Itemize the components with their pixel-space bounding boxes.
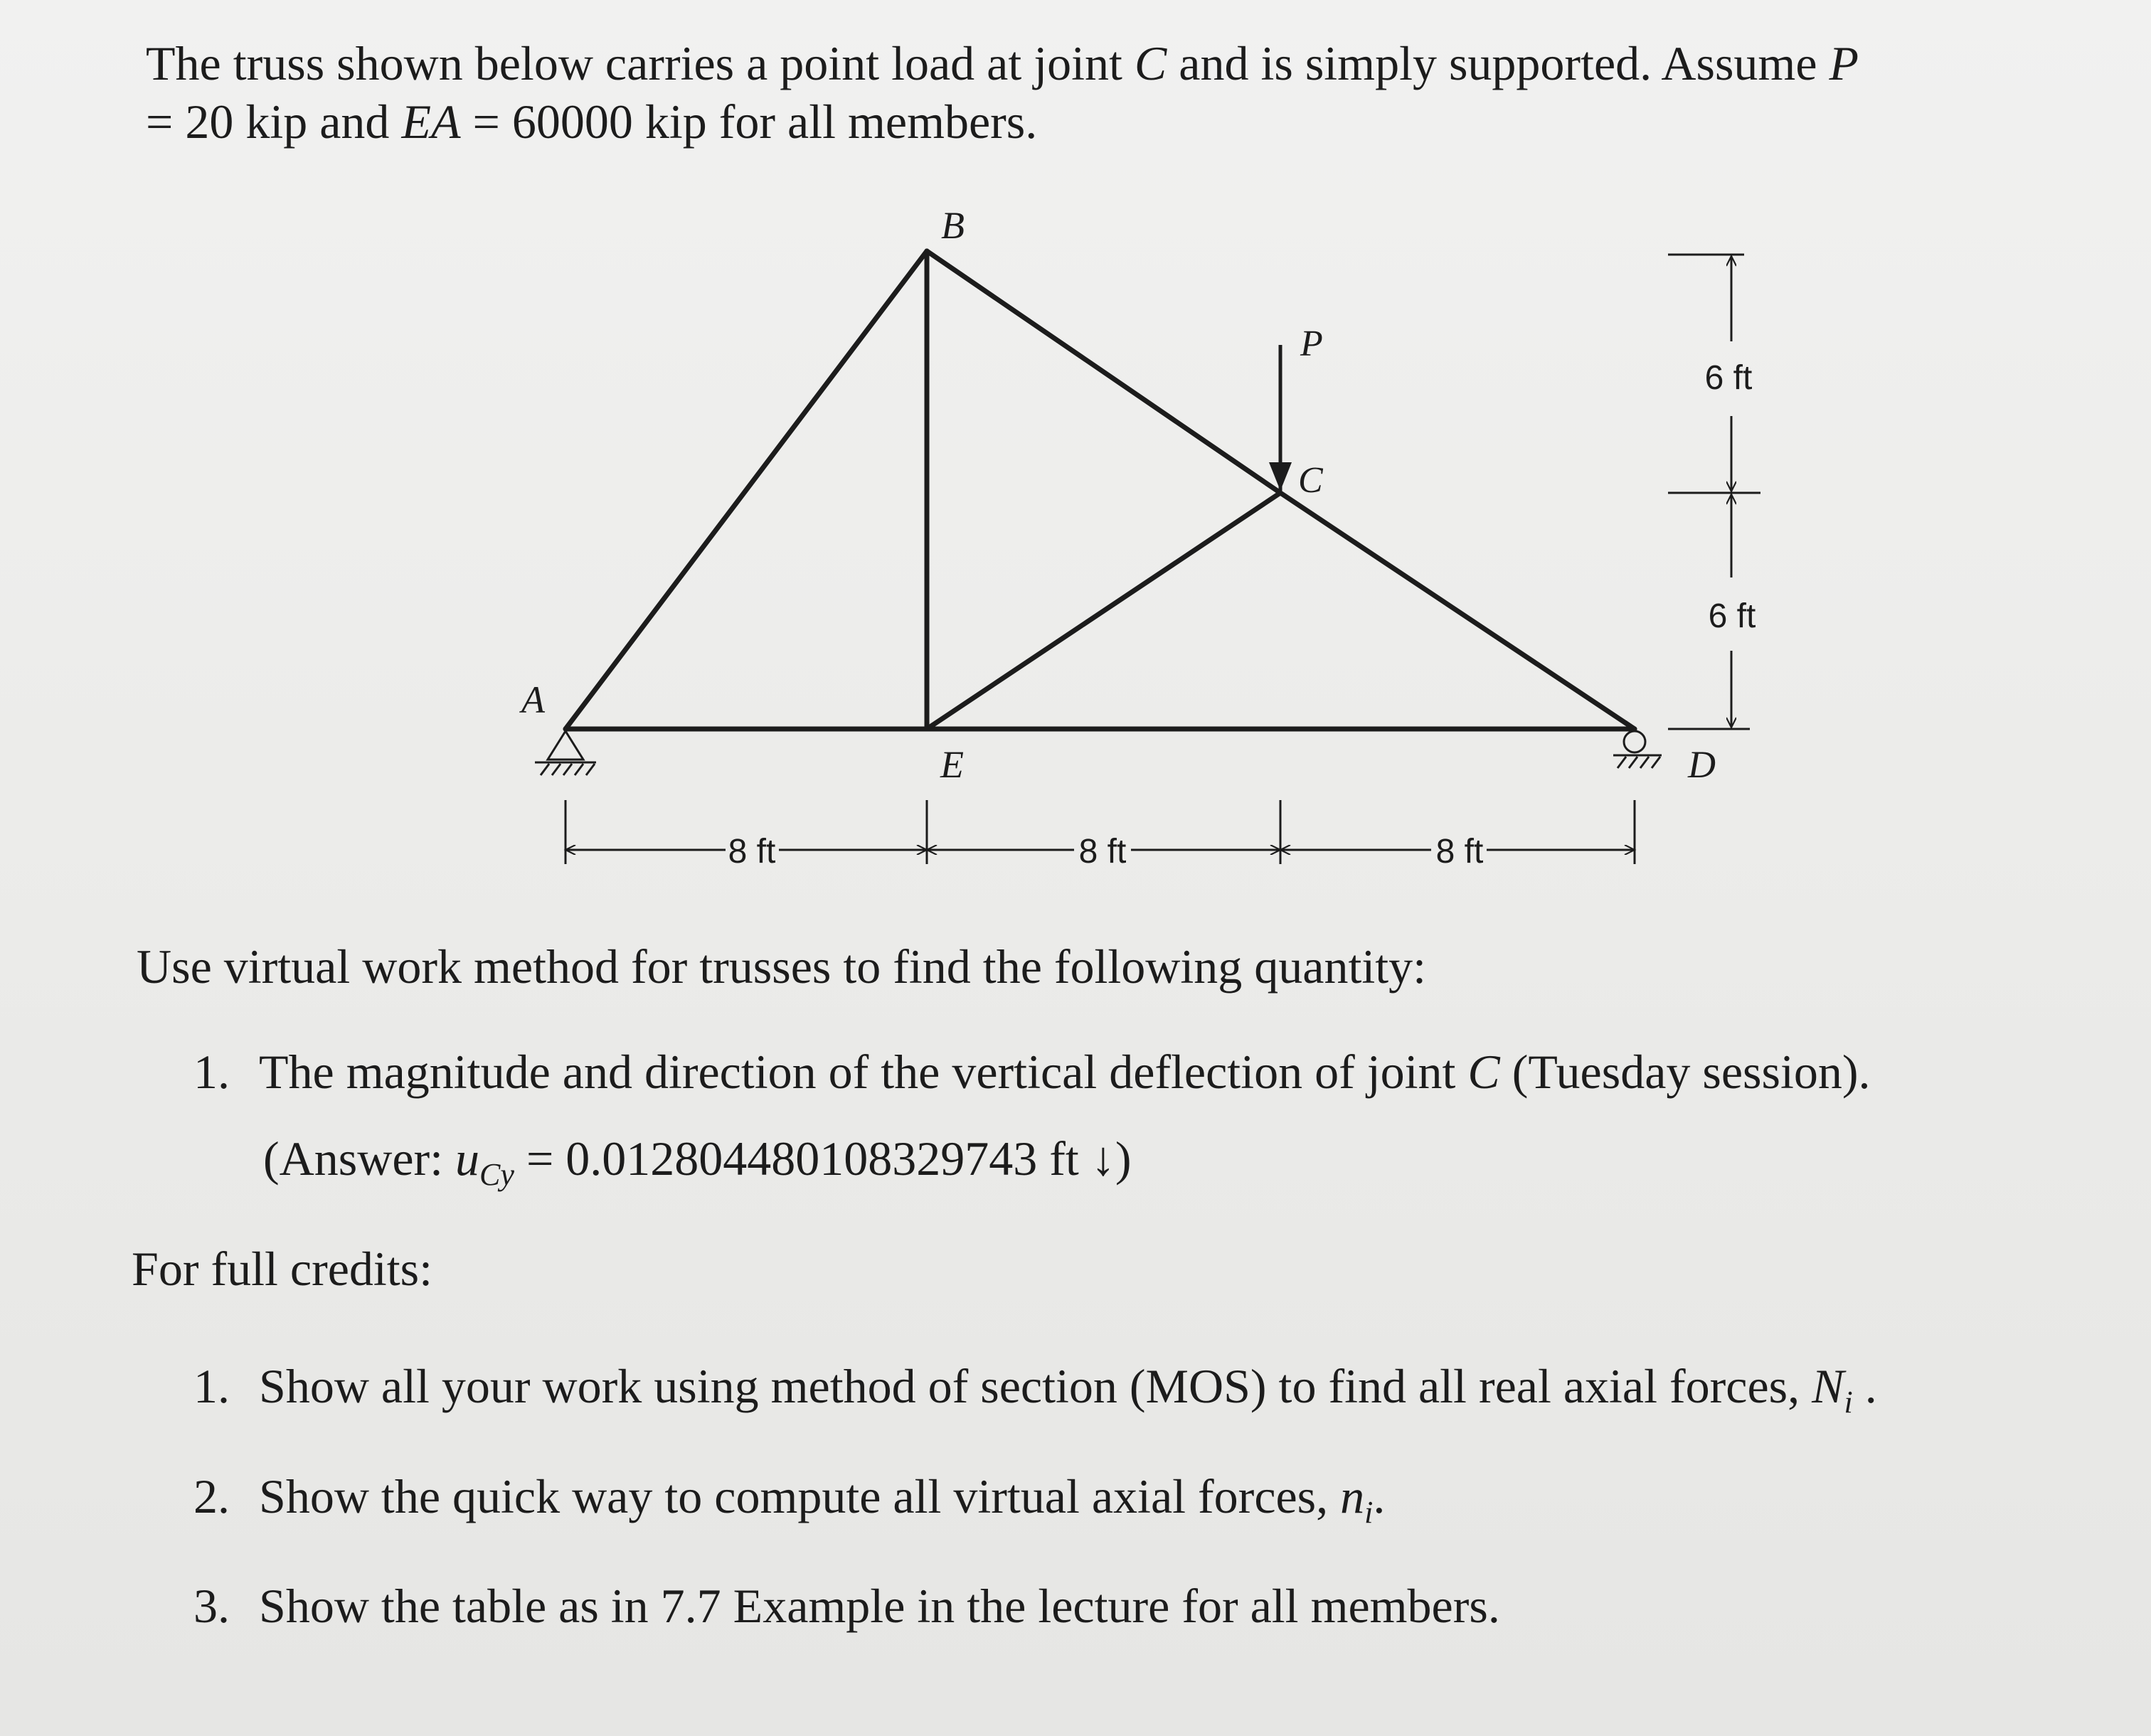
load-symbol: P: [1829, 36, 1859, 90]
height-dimensions: [1668, 255, 1760, 729]
force-symbol: n: [1340, 1469, 1365, 1523]
credit-text: Show all your work using method of section (MOS) to find all real axial forces,: [259, 1359, 1812, 1413]
credit-item: [193, 1467, 1386, 1530]
height-label-top: 6 ft: [1704, 359, 1753, 397]
list-number: 2.: [193, 1469, 230, 1523]
pin-support-A: [535, 731, 596, 775]
list-number: 3.: [193, 1579, 230, 1633]
span-label-AE: 8 ft: [728, 833, 776, 870]
roller-support-D: [1613, 731, 1662, 768]
joint-symbol: C: [1467, 1045, 1500, 1099]
list-number: 1.: [193, 1045, 230, 1099]
joint-label-B: B: [941, 204, 965, 247]
credit-text: Show the quick way to compute all virtual axial forces,: [259, 1469, 1341, 1523]
credit-text-end: .: [1852, 1359, 1877, 1413]
span-label-EC: 8 ft: [1078, 833, 1127, 870]
intro-text: = 20 kip and: [146, 95, 402, 149]
stiffness-symbol: EA: [401, 95, 461, 149]
answer-value: = 0.012804480108329743 ft ↓): [514, 1131, 1132, 1186]
joint-label-D: D: [1688, 743, 1716, 786]
credits-heading: For full credits:: [132, 1242, 433, 1296]
member-AB: [565, 251, 927, 729]
credit-item: [193, 1577, 1500, 1635]
member-CD: [1280, 493, 1635, 729]
intro-text: = 60000 kip for all members.: [460, 95, 1038, 149]
credit-item: [193, 1357, 1877, 1420]
intro-text: and is simply supported. Assume: [1167, 36, 1829, 90]
joint-symbol: C: [1134, 36, 1167, 90]
list-number: 1.: [193, 1359, 230, 1413]
load-label-P: P: [1300, 324, 1323, 364]
answer-subscript: Cy: [479, 1157, 514, 1192]
height-label-bottom: 6 ft: [1708, 597, 1756, 635]
joint-label-E: E: [940, 743, 964, 786]
force-symbol: N: [1812, 1359, 1844, 1413]
answer-symbol: u: [455, 1131, 480, 1186]
question-text: The magnitude and direction of the vertical deflection of joint: [259, 1045, 1468, 1099]
answer-prefix: (Answer:: [263, 1131, 456, 1186]
answer-line: [263, 1129, 1132, 1192]
force-subscript: i: [1364, 1495, 1374, 1530]
joint-label-C: C: [1298, 460, 1323, 501]
intro-text: The truss shown below carries a point load at joint: [146, 36, 1135, 90]
question-item: [193, 1043, 1871, 1101]
question-text: (Tuesday session).: [1499, 1045, 1871, 1099]
credit-text-end: .: [1373, 1469, 1386, 1523]
method-instruction: Use virtual work method for trusses to find the following quantity:: [137, 939, 1427, 994]
span-label-CD: 8 ft: [1435, 833, 1484, 870]
credit-text: Show the table as in 7.7 Example in the lecture for all members.: [259, 1579, 1500, 1633]
member-BC: [927, 251, 1280, 493]
joint-label-A: A: [521, 678, 545, 721]
force-subscript: i: [1844, 1385, 1853, 1420]
member-EC: [927, 493, 1280, 729]
